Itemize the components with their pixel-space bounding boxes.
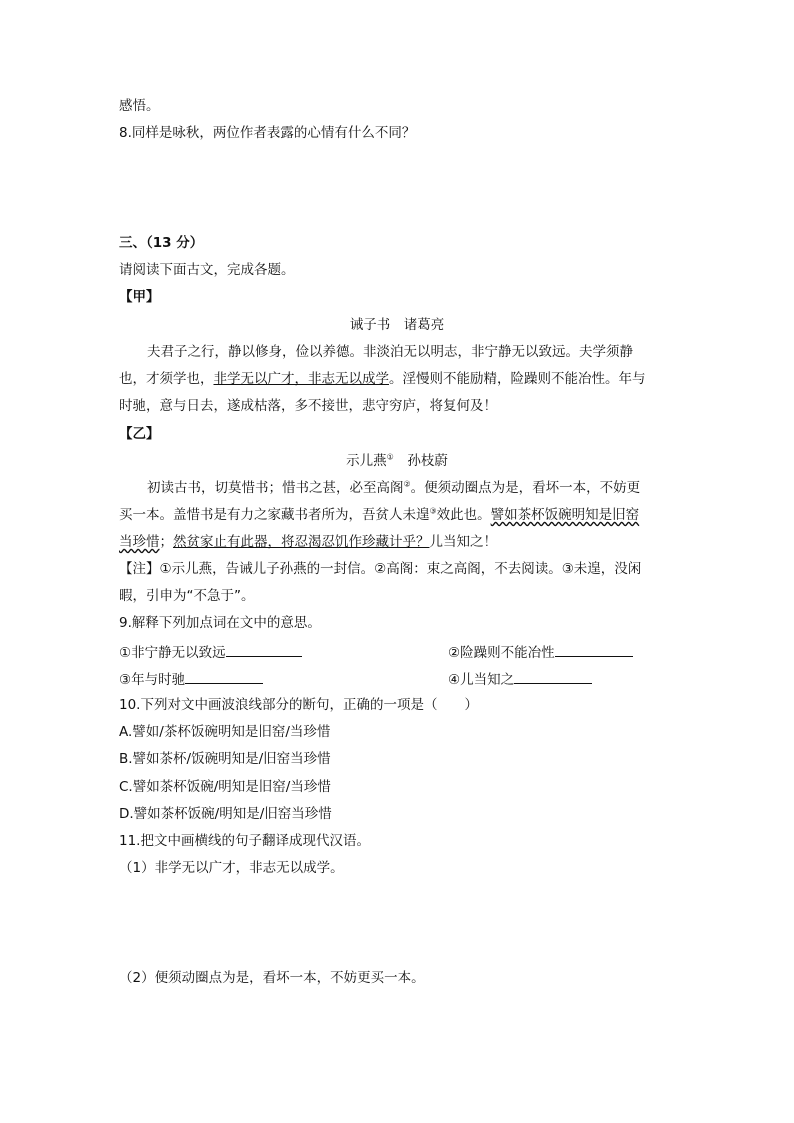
wavy-underlined-text: 譬如茶杯饭碗明知是旧窑: [490, 507, 640, 523]
underlined-sentence: 非学无以广才，非志无以成学: [213, 371, 389, 387]
footnote-marker: ②: [403, 479, 411, 489]
footnote-line: 暇，引申为“不急于”。: [119, 588, 255, 604]
q9-item: ①非宁静无以致远: [119, 645, 226, 661]
q9-item: ②险躁则不能冶性: [448, 645, 555, 661]
text-segment: 。便须动圈点为是，看坏一本，不妨更: [410, 480, 641, 496]
text-segment: 。淫慢则不能励精，险躁则不能冶性。年与: [389, 371, 646, 387]
question-10: 10.下列对文中画波浪线部分的断句，正确的一项是（ ）: [119, 697, 478, 713]
passage-jia-line: 时驰，意与日去，遂成枯落，多不接世，悲守穷庐，将复何及！: [119, 398, 497, 414]
q11-sentence-2: （2）便须动圈点为是，看坏一本，不妨更买一本。: [119, 970, 425, 986]
q9-row: [119, 642, 555, 662]
q9-item: ③年与时驰: [119, 672, 186, 688]
text-segment: 买一本。盖惜书是有力之家藏书者所为，吾贫人未遑: [119, 507, 430, 523]
passage-jia-title: 诫子书 诸葛亮: [349, 317, 445, 333]
author-name: 孙枝蔚: [407, 453, 448, 469]
q9-item-col2: [448, 642, 633, 662]
q9-item-col2: [448, 669, 592, 689]
passage-jia-label: 【甲】: [119, 289, 160, 305]
passage-jia-line: 夫君子之行，静以修身，俭以养德。非淡泊无以明志，非宁静无以致远。夫学须静: [147, 344, 633, 360]
q9-row: [119, 669, 515, 689]
text-segment: 效此也。: [436, 507, 491, 523]
passage-yi-title: [0, 452, 794, 470]
text-segment: 儿当知之！: [429, 534, 497, 550]
passage-yi-label: 【乙】: [119, 426, 160, 442]
section-heading: 三、（13 分）: [119, 235, 204, 251]
option-c[interactable]: C.譬如茶杯饭碗/明知是旧窑/当珍惜: [119, 779, 331, 795]
option-a[interactable]: A.譬如/茶杯饭碗明知是旧窑/当珍惜: [119, 724, 331, 740]
section-instruction: 请阅读下面古文，完成各题。: [119, 262, 295, 278]
passage-yi-line: [147, 479, 640, 497]
q9-item: ④儿当知之: [448, 672, 515, 688]
answer-blank[interactable]: [226, 642, 302, 657]
footnote-marker: ①: [386, 452, 394, 462]
text-segment: ；: [159, 534, 173, 550]
text-segment: 也，才须学也，: [119, 371, 214, 387]
answer-blank[interactable]: [555, 642, 633, 657]
footnote-line: 【注】①示儿燕，告诫儿子孙燕的一封信。②高阁：束之高阁，不去阅读。③未遑，没闲: [119, 561, 642, 577]
answer-blank[interactable]: [514, 669, 592, 684]
passage-yi-line: [119, 506, 639, 524]
underlined-sentence: 然贫家止有此器，将忍渴忍饥作珍藏计乎？: [173, 534, 430, 550]
option-b[interactable]: B.譬如茶杯/饭碗明知是/旧窑当珍惜: [119, 751, 331, 767]
question-11: 11.把文中画横线的句子翻译成现代汉语。: [119, 833, 370, 849]
option-d[interactable]: D.譬如茶杯饭碗/明知是/旧窑当珍惜: [119, 806, 332, 822]
question-8: 8.同样是咏秋，两位作者表露的心情有什么不同？: [119, 125, 416, 141]
footnote-marker: ③: [429, 506, 437, 516]
title-text: 示儿燕: [346, 453, 387, 469]
answer-blank[interactable]: [185, 669, 263, 684]
text-segment: 初读古书，切莫惜书；惜书之甚，必至高阁: [147, 480, 404, 496]
passage-jia-line: [119, 370, 646, 388]
wavy-underlined-text: 当珍惜: [119, 534, 160, 550]
passage-yi-line: [119, 533, 497, 551]
intro-tail: 感悟。: [119, 98, 160, 114]
question-9: 9.解释下列加点词在文中的意思。: [119, 615, 321, 631]
q11-sentence-1: （1）非学无以广才，非志无以成学。: [119, 860, 344, 876]
